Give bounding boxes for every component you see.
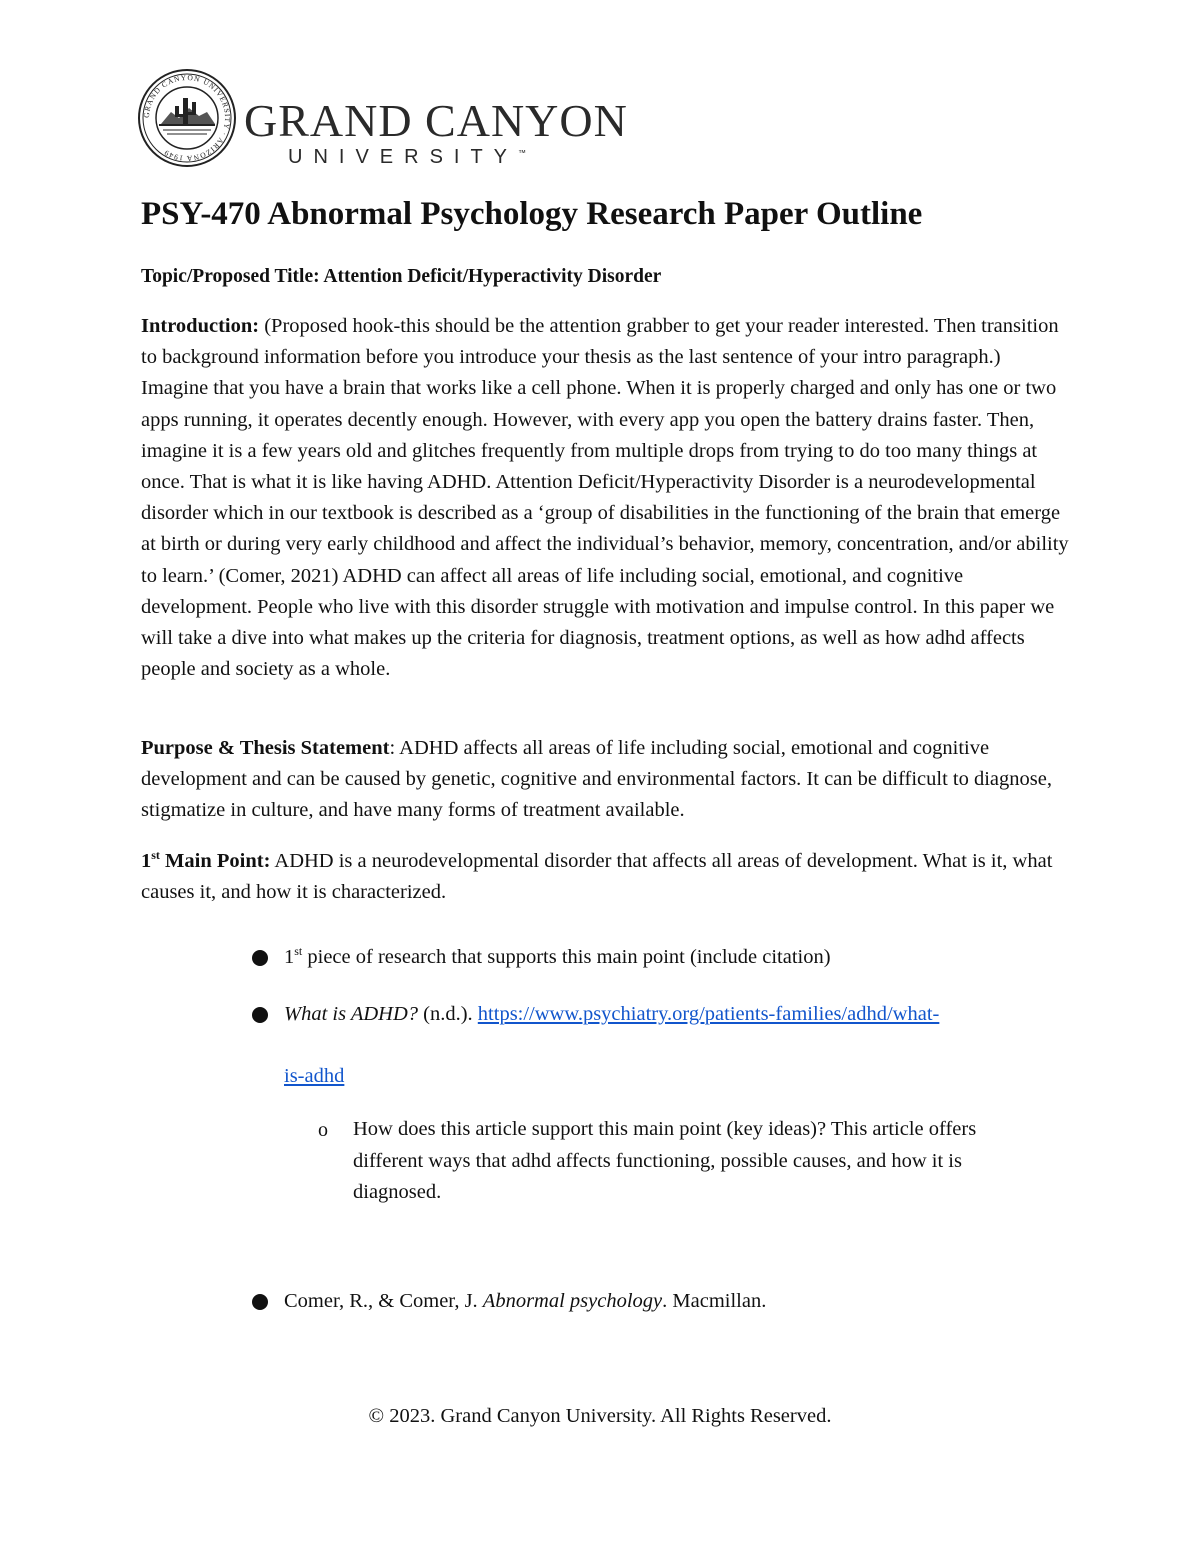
purpose-label: Purpose & Thesis Statement — [141, 737, 390, 759]
main-point-paragraph — [141, 846, 1071, 908]
sub-bullet-text: How does this article support this main point (key ideas)? This article offers different ways that adhd affects functioning, possible causes, and how it is diagnosed. — [353, 1118, 977, 1203]
bullet-icon — [252, 950, 268, 966]
wordmark-line-2: UNIVERSITY™ — [288, 146, 527, 168]
purpose-text: : ADHD affects all areas of life including social, emotional and cognitive development and can be caused by genetic, cognitive and environmental factors. It can be difficult to diagnose, stigmatize in culture, and have many forms of treatment available. — [141, 737, 1052, 822]
main-point-label: 1st Main Point: — [141, 848, 271, 872]
sub-bullet-marker: o — [318, 1119, 328, 1141]
copyright-footer: © 2023. Grand Canyon University. All Rights Reserved. — [368, 1405, 832, 1427]
topic-line: Topic/Proposed Title: Attention Deficit/Hyperactivity Disorder — [141, 266, 662, 287]
bullet-citation-apa: What is ADHD? (n.d.). https://www.psychiatry.org/patients-families/adhd/what- — [284, 1003, 940, 1025]
introduction-text: (Proposed hook-this should be the attention grabber to get your reader interested. Then transition to background information before you introduce your thesis as the last sentence of your intro paragraph.) Imagine that you have a brain that works like a cell phone. When it is properly charged and only has one or two apps running, it operates decently enough. However, with every app you open the battery drains faster. Then, imagine it is a few years old and glitches frequently from multiple drops from trying to do too many things at once. That is what it is like having ADHD. Attention Deficit/Hyperactivity Disorder is a neurodevelopmental disorder which in our textbook is described as a ‘group of disabilities in the functioning of the brain that emerge at birth or during very early childhood and affect the individual’s behavior, memory, concentration, and/or ability to learn.’ (Comer, 2021) ADHD can affect all areas of life including social, emotional, and cognitive development. People who live with this disorder struggle with motivation and impulse control. In this paper we will take a dive into what makes up the criteria for diagnosis, treatment options, as well as how adhd affects people and society as a whole. — [141, 315, 1069, 681]
citation-link[interactable]: https://www.psychiatry.org/patients-families/adhd/what- — [477, 1003, 940, 1025]
university-wordmark — [244, 95, 628, 169]
purpose-paragraph — [141, 733, 1071, 827]
bullet-icon — [252, 1007, 268, 1023]
wordmark-line-1: GRAND CANYON — [244, 95, 628, 146]
university-seal-icon — [137, 68, 237, 168]
bullet-icon — [252, 1294, 268, 1310]
document-title: PSY-470 Abnormal Psychology Research Paper Outline — [141, 196, 923, 232]
bullet-citation-comer: Comer, R., & Comer, J. Abnormal psychology. Macmillan. — [284, 1290, 767, 1312]
bullet-research-placeholder: 1st piece of research that supports this main point (include citation) — [284, 944, 831, 968]
introduction-paragraph — [141, 311, 1071, 685]
main-point-text: ADHD is a neurodevelopmental disorder that affects all areas of development. What is it, what causes it, and how it is characterized. — [141, 850, 1053, 904]
university-logo — [137, 68, 628, 172]
introduction-label: Introduction: — [141, 315, 260, 337]
citation-link-continued[interactable]: is-adhd — [284, 1065, 345, 1087]
svg-text:GRAND CANYON UNIVERSITY · ARIZ: GRAND CANYON UNIVERSITY · ARIZONA 1949 — [141, 72, 233, 164]
